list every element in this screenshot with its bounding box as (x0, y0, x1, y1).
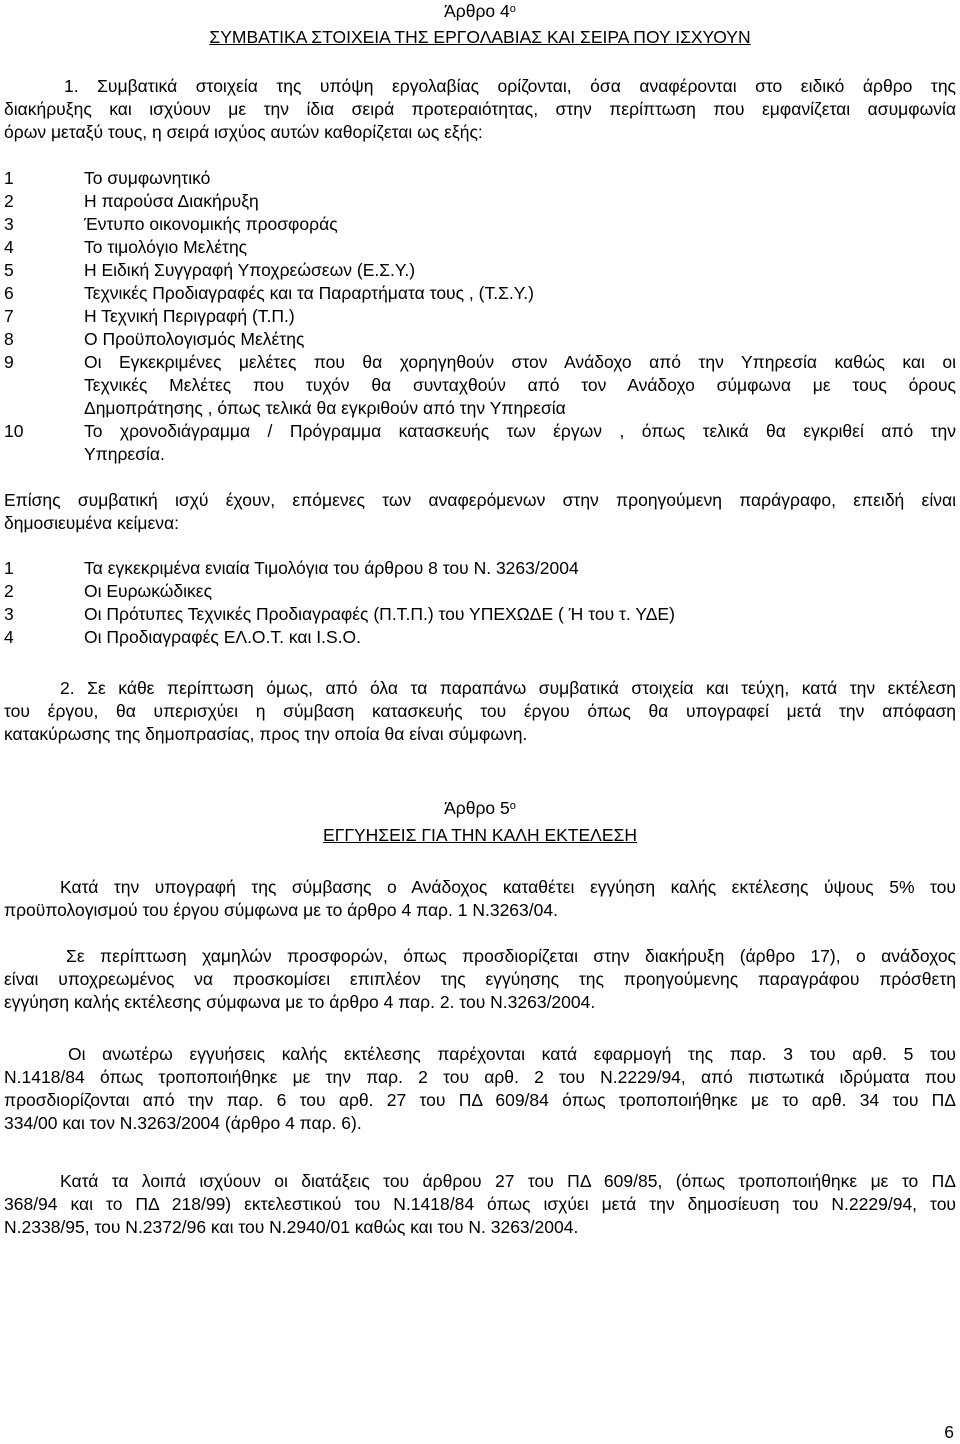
article-5-title (0, 824, 960, 846)
article-5-p3-line: Ν.1418/84 όπως τροποποιήθηκε με την παρ. 2 του αρθ. 2 του Ν.2229/94, από πιστωτικά ιδρύματα που (4, 1067, 956, 1087)
article-4-title (0, 26, 960, 48)
article-5-p2-line: εγγύηση καλής εκτέλεσης σύμφωνα με το άρθρο 4 παρ. 2. του Ν.3263/2004. (4, 992, 596, 1012)
article-5-p4-line: Ν.2338/95, του Ν.2372/96 και του Ν.2940/01 καθώς και του Ν. 3263/2004. (4, 1217, 579, 1237)
article-5-p1-line: Κατά την υπογραφή της σύμβασης ο Ανάδοχος καταθέτει εγγύηση καλής εκτέλεσης ύψους 5% του (60, 877, 956, 897)
article-5-p1-line: προϋπολογισμού του έργου σύμφωνα με το άρθρο 4 παρ. 1 Ν.3263/04. (4, 900, 558, 920)
list-item-text: Η παρούσα Διακήρυξη (84, 191, 259, 211)
article-5-p3-line: 334/00 και τον Ν.3263/2004 (άρθρο 4 παρ. 6). (4, 1113, 362, 1133)
article-5-p4-line: 368/94 και το ΠΔ 218/99) εκτελεστικού του Ν.1418/84 όπως ισχύει μετά την δημοσίευση του Ν.2229/94, του (4, 1194, 956, 1214)
list-item-text-line: Το χρονοδιάγραμμα / Πρόγραμμα κατασκευής των έργων , όπως τελικά θα εγκριθεί από την (84, 421, 956, 441)
list-item-number: 4 (4, 627, 14, 647)
list-item-text: Ο Προϋπολογισμός Μελέτης (84, 329, 305, 349)
list-item-text-line: Υπηρεσία. (84, 444, 165, 464)
list-item-text-line: Τεχνικές Μελέτες που τυχόν θα συνταχθούν από τον Ανάδοχο σύμφωνα με τους όρους (84, 375, 956, 395)
article-5-p2-line: Σε περίπτωση χαμηλών προσφορών, όπως προσδιορίζεται στην διακήρυξη (άρθρο 17), ο ανάδοχος (66, 946, 956, 966)
list-item-text: Έντυπο οικονομικής προσφοράς (84, 214, 338, 234)
list-item-text: Το τιμολόγιο Μελέτης (84, 237, 248, 257)
list-item-text: Τεχνικές Προδιαγραφές και τα Παραρτήματα τους , (Τ.Σ.Υ.) (84, 283, 534, 303)
list-item-text: Οι Πρότυπες Τεχνικές Προδιαγραφές (Π.Τ.Π.) του ΥΠΕΧΩΔΕ ( Ή του τ. ΥΔΕ) (84, 604, 675, 624)
article-5-title-text: ΕΓΓΥΗΣΕΙΣ ΓΙΑ ΤΗΝ ΚΑΛΗ ΕΚΤΕΛΕΣΗ (323, 825, 637, 845)
list-item-text: Η Ειδική Συγγραφή Υποχρεώσεων (Ε.Σ.Υ.) (84, 260, 416, 280)
list-item-text: Τα εγκεκριμένα ενιαία Τιμολόγια του άρθρου 8 του Ν. 3263/2004 (84, 558, 579, 578)
page-number: 6 (944, 1422, 954, 1442)
article-5-heading (0, 797, 960, 819)
intro-line: διακήρυξης και ισχύουν με την ίδια σειρά προτεραιότητας, στην περίπτωση που εμφανίζεται ασυμφωνία (4, 99, 956, 119)
intro-line: 1. Συμβατικά στοιχεία της υπόψη εργολαβίας ορίζονται, όσα αναφέρονται στο ειδικό άρθρο της (64, 76, 956, 96)
article-4-title-text: ΣΥΜΒΑΤΙΚΑ ΣΤΟΙΧΕΙΑ ΤΗΣ ΕΡΓΟΛΑΒΙΑΣ ΚΑΙ ΣΕΙΡΑ ΠΟΥ ΙΣΧΥΟΥΝ (209, 27, 751, 47)
article-5-p3-line: προσδιορίζονται από την παρ. 6 του αρθ. 27 του ΠΔ 609/84 όπως τροποποιήθηκε με το αρθ. 34 του ΠΔ (4, 1090, 956, 1110)
list-item-number: 3 (4, 214, 14, 234)
list-item-number: 2 (4, 581, 14, 601)
also-valid-line: δημοσιευμένα κείμενα: (4, 513, 180, 533)
list-item-number: 3 (4, 604, 14, 624)
article-4-heading-text: Άρθρο 4 (444, 1, 510, 21)
paragraph-2-line: 2. Σε κάθε περίπτωση όμως, από όλα τα παραπάνω συμβατικά στοιχεία και τεύχη, κατά την εκτέλεση (60, 678, 956, 698)
list-item-number: 1 (4, 168, 14, 188)
list-item-number: 4 (4, 237, 14, 257)
list-item-number: 1 (4, 558, 14, 578)
article-5-heading-text: Άρθρο 5 (444, 798, 510, 818)
list-item-number: 7 (4, 306, 14, 326)
intro-line: όρων μεταξύ τους, η σειρά ισχύος αυτών καθορίζεται ως εξής: (4, 122, 483, 142)
list-item-text-line: Δημοπράτησης , όπως τελικά θα εγκριθούν από την Υπηρεσία (84, 398, 566, 418)
list-item-number: 8 (4, 329, 14, 349)
list-item-text: Το συμφωνητικό (84, 168, 211, 188)
article-4-heading (0, 0, 960, 22)
list-item-number: 5 (4, 260, 14, 280)
article-5-heading-sup: ο (509, 800, 516, 812)
list-item-text: Η Τεχνική Περιγραφή (Τ.Π.) (84, 306, 295, 326)
article-4-heading-sup: ο (509, 3, 516, 15)
article-5-p4-line: Κατά τα λοιπά ισχύουν οι διατάξεις του άρθρου 27 του ΠΔ 609/85, (όπως τροποποιήθηκε με το ΠΔ (60, 1171, 956, 1191)
article-5-p3-line: Οι ανωτέρω εγγυήσεις καλής εκτέλεσης παρέχονται κατά εφαρμογή της παρ. 3 του αρθ. 5 του (68, 1044, 956, 1064)
list-item-number: 9 (4, 352, 14, 372)
list-item-text-line: Οι Εγκεκριμένες μελέτες που θα χορηγηθούν στον Ανάδοχο από την Υπηρεσία καθώς και οι (84, 352, 956, 372)
paragraph-2-line: του έργου, θα υπερισχύει η σύμβαση κατασκευής του έργου όπως θα υπογραφεί μετά την απόφαση (4, 701, 956, 721)
paragraph-2-line: κατακύρωσης της δημοπρασίας, προς την οποία θα είναι σύμφωνη. (4, 724, 528, 744)
article-5-p2-line: είναι υποχρεωμένος να προσκομίσει επιπλέον της εγγύησης της προηγούμενης παραγράφου πρόσθετη (4, 969, 956, 989)
list-item-text: Οι Ευρωκώδικες (84, 581, 213, 601)
list-item-number: 10 (4, 421, 24, 441)
also-valid-line: Επίσης συμβατική ισχύ έχουν, επόμενες των αναφερόμενων στην προηγούμενη παράγραφο, επειδή είναι (4, 490, 956, 510)
list-item-text: Οι Προδιαγραφές ΕΛ.Ο.Τ. και I.S.O. (84, 627, 362, 647)
list-item-number: 2 (4, 191, 14, 211)
list-item-number: 6 (4, 283, 14, 303)
